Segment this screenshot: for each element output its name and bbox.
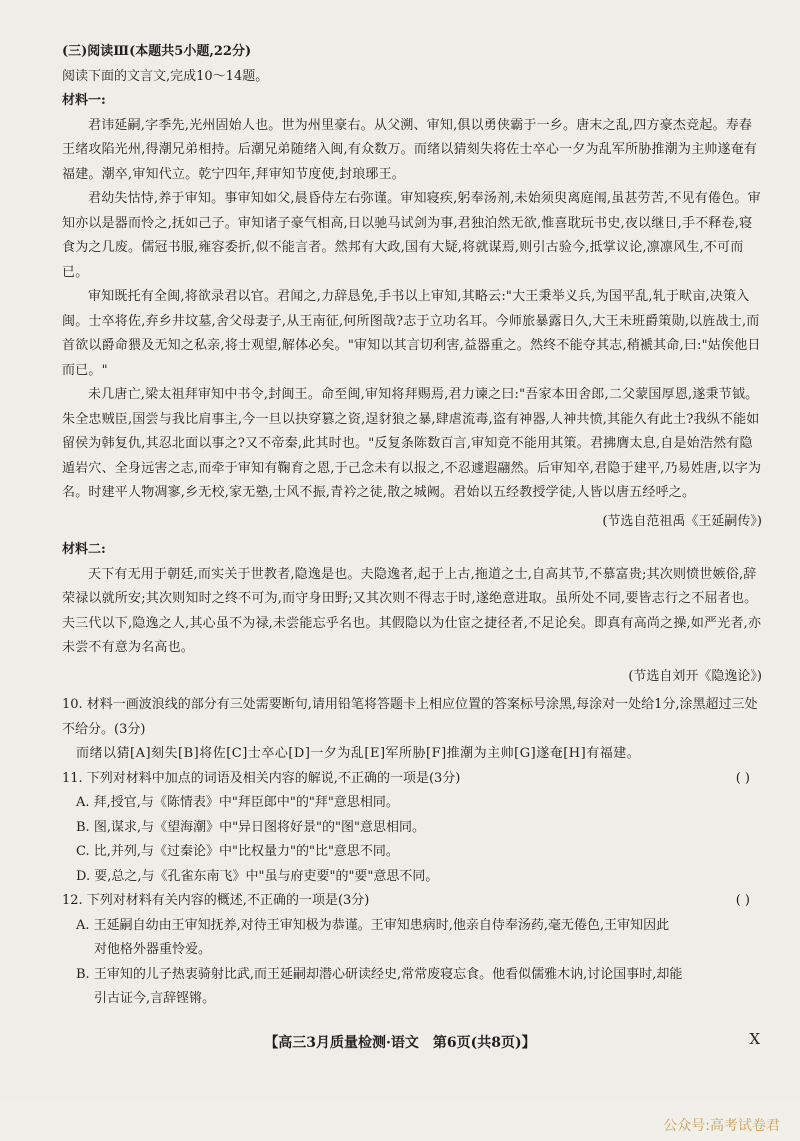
material1-paragraph-2: 君幼失怙恃,养于审知。事审知如父,晨昏侍左右弥谨。审知寝疾,躬奉汤剂,未始须臾离庭闱,虽甚劳苦,不见有倦色。审知亦以是器而怜之,抚如己子。审知诸子豪气相高,日以驰马试剑为事,君独泊然无欲,惟喜耽玩书史,夜以继日,手不释卷,寝食为之几废。儒冠书服,雍容委折,似不能言者。然邦有大政,国有大疑,将就谋焉,则引古验今,抵掌议论,凛凛风生,不可而已。 [62, 191, 761, 280]
question-11-option-b: B. 图,谋求,与《望海潮》中"异日图将好景"的"图"意思相同。 [76, 819, 426, 835]
question-11 [62, 767, 762, 792]
question-12-option-a: A. 王延嗣自幼由王审知抚养,对待王审知极为恭谨。王审知患病时,他亲自侍奉汤药,毫无倦色,王审知因此 [76, 917, 670, 933]
question-12-answer-blank: ( ) [735, 893, 750, 908]
page-content [62, 40, 762, 1012]
question-11-option-a: A. 拜,授官,与《陈情表》中"拜臣郎中"的"拜"意思相同。 [76, 795, 399, 810]
question-12-option-b-cont: 引古证今,言辞铿锵。 [94, 991, 216, 1006]
question-11-answer-blank: ( ) [735, 770, 750, 786]
question-12 [62, 889, 762, 914]
question-10: 10. 材料一画波浪线的部分有三处需要断句,请用铅笔将答题卡上相应位置的答案标号涂黑,每涂对一处给1分,涂黑超过三处不给分。(3分) [62, 697, 758, 737]
question-12-option-b: B. 王审知的儿子热衷骑射比武,而王延嗣却潜心研读经史,常常废寝忘食。他看似儒雅木讷,讨论国事时,却能 [76, 966, 683, 982]
material1-title: 材料一: [62, 93, 106, 108]
material1-paragraph-1: 君讳延嗣,字季先,光州固始人也。世为州里豪右。从父溯、审知,俱以勇侠霸于一乡。唐末之乱,四方豪杰竞起。寿春王绪攻陷光州,得潮兄弟相持。后潮兄弟随绪入闽,有众数万。而绪以猜刻失将佐士卒心一夕为乱军所胁推潮为主帅遂奄有福建。潮卒,审知代立。乾宁四年,拜审知节度使,封琅琊王。 [62, 117, 758, 182]
material2-title: 材料二: [62, 542, 106, 557]
material2-source: (节选自刘开《隐逸论》) [628, 668, 762, 684]
material1-paragraph-4: 未几唐亡,梁太祖拜审知中书令,封闽王。命至闽,审知将拜赐焉,君力谏之曰:"吾家本田舍郎,二父蒙国厚恩,遂秉节钺。朱全忠贼臣,国尝与我比肩事主,今一旦以抉穿篡之资,逞豺狼之暴,肆虐流毒,盗有神器,人神共愤,其能久有此土?我纵不能如留侯为韩复仇,其忍北面以事之?又不帝秦,此其时也。"反复条陈数百言,审知竟不能用其策。君拂膺太息,自是始浩然有隐遁岩穴、全身远害之志,而牵于审知有鞠育之恩,于己念未有以报之,不忍遽遐翮然。后审知卒,君隐于建平,乃易姓唐,以字为名。时建平人物凋寥,乡无校,家无塾,士风不振,青衿之徒,散之城阙。君始以五经教授学徒,人皆以唐五经呼之。 [62, 387, 762, 500]
section-instruction: 阅读下面的文言文,完成10～14题。 [62, 68, 269, 84]
watermark: 公众号:高考试卷君 [663, 1118, 780, 1134]
material1-paragraph-3: 审知既托有全闽,将欲录君以官。君闻之,力辞恳免,手书以上审知,其略云:"大王秉举义兵,为国平乱,轧于畎亩,决策入闽。士卒将佐,弃乡井坟墓,舍父母妻子,从王南征,何所图哉?志于立功名耳。今师旅暴露日久,大王未班爵策勋,以旌战士,而首欲以爵命猥及无知之私亲,将士观望,解体必矣。"审知以其言切利害,益器重之。然终不能夺其志,稍褫其命,曰:"姑俟他日而已。" [62, 289, 761, 378]
question-10-answer-options: 而绪以猜[A]刻失[B]将佐[C]士卒心[D]一夕为乱[E]军所胁[F]推潮为主帅[G]遂奄[H]有福建。 [76, 746, 641, 761]
material1-source: (节选自范祖禹《王延嗣传》) [602, 513, 762, 529]
question-11-option-c: C. 比,并列,与《过秦论》中"比权量力"的"比"意思不同。 [76, 844, 399, 859]
question-11-text: 11. 下列对材料中加点的词语及相关内容的解说,不正确的一项是(3分) [62, 770, 461, 786]
question-12-option-a-cont: 对他格外器重怜爱。 [94, 942, 212, 957]
section-heading: (三)阅读Ⅲ(本题共5小题,22分) [62, 44, 252, 59]
page-footer: 【高三3月质量检测·语文 第6页(共8页)】 [264, 1035, 536, 1051]
question-11-option-d: D. 要,总之,与《孔雀东南飞》中"虽与府吏要"的"要"意思不同。 [76, 868, 439, 884]
question-12-text: 12. 下列对材料有关内容的概述,不正确的一项是(3分) [62, 893, 370, 908]
material2-paragraph-1: 天下有无用于朝廷,而实关于世教者,隐逸是也。夫隐逸者,起于上古,拖道之士,自高其节,不慕富贵;其次则愤世嫉俗,辞荣禄以就所安;其次则知时之终不可为,而守身田野;又其次则不得志于时,遂绝意进取。虽所处不同,要皆志行之不屈者也。夫三代以下,隐逸之人,其心虽不为禄,未尝能忘乎名也。其假隐以为仕宦之捷径者,不足论矣。即真有高尚之操,如严光者,亦未尝不有意为名高也。 [62, 566, 762, 655]
page-footer-mark: X [749, 1030, 760, 1048]
